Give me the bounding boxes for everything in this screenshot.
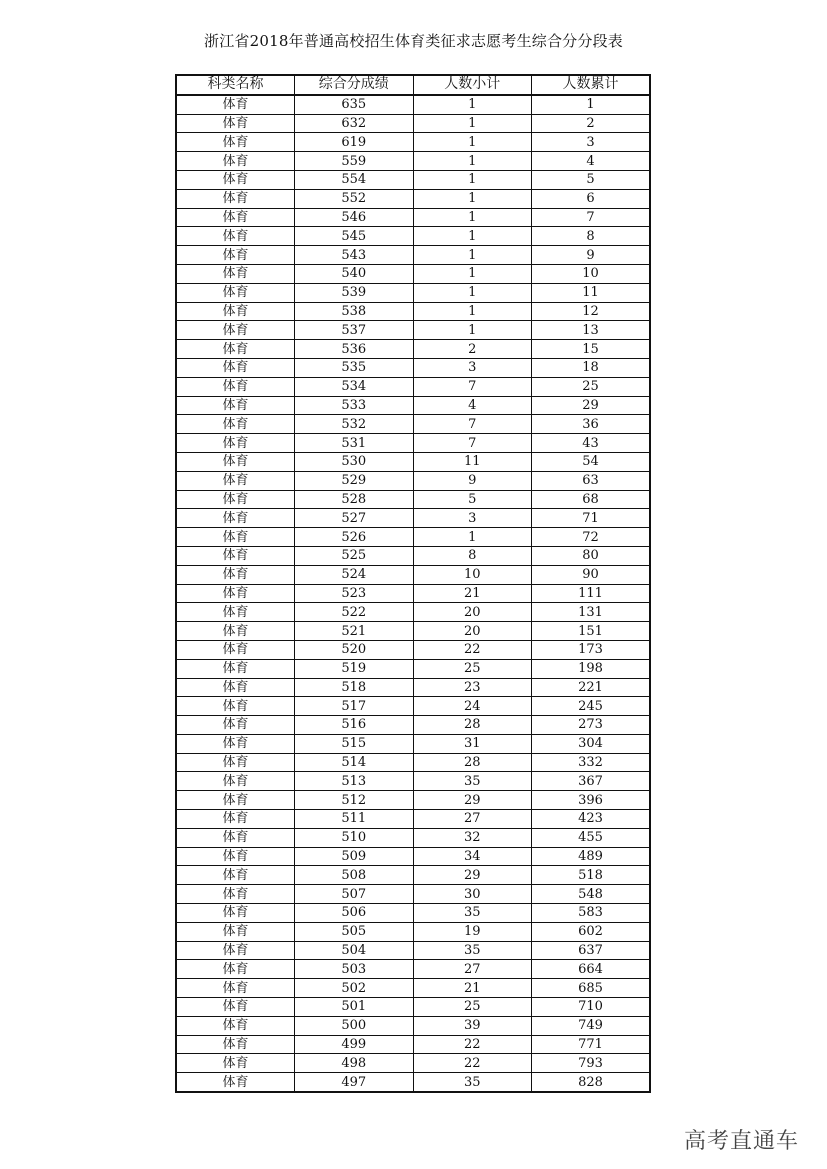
- category-cell: 体育: [176, 340, 295, 359]
- table-row: [176, 791, 650, 810]
- subtotal-cell: 1: [413, 283, 532, 302]
- category-cell: 体育: [176, 622, 295, 641]
- score-cell: 521: [295, 622, 414, 641]
- score-cell: 516: [295, 716, 414, 735]
- subtotal-cell: 1: [413, 114, 532, 133]
- subtotal-cell: 1: [413, 227, 532, 246]
- score-cell: 497: [295, 1073, 414, 1092]
- category-cell: 体育: [176, 828, 295, 847]
- score-cell: 635: [295, 95, 414, 114]
- category-cell: 体育: [176, 791, 295, 810]
- score-cell: 546: [295, 208, 414, 227]
- score-cell: 525: [295, 546, 414, 565]
- score-cell: 515: [295, 734, 414, 753]
- category-cell: 体育: [176, 283, 295, 302]
- subtotal-cell: 29: [413, 791, 532, 810]
- subtotal-cell: 30: [413, 885, 532, 904]
- score-cell: 559: [295, 152, 414, 171]
- cumulative-cell: 43: [532, 434, 651, 453]
- category-cell: 体育: [176, 1016, 295, 1035]
- cumulative-cell: 6: [532, 189, 651, 208]
- subtotal-cell: 28: [413, 753, 532, 772]
- cumulative-cell: 29: [532, 396, 651, 415]
- table-body: [176, 95, 650, 1092]
- category-cell: 体育: [176, 922, 295, 941]
- category-cell: 体育: [176, 133, 295, 152]
- score-cell: 526: [295, 528, 414, 547]
- table-row: [176, 772, 650, 791]
- category-cell: 体育: [176, 434, 295, 453]
- score-cell: 507: [295, 885, 414, 904]
- score-cell: 527: [295, 509, 414, 528]
- cumulative-cell: 12: [532, 302, 651, 321]
- cumulative-cell: 9: [532, 246, 651, 265]
- category-cell: 体育: [176, 659, 295, 678]
- table-row: [176, 734, 650, 753]
- subtotal-cell: 7: [413, 415, 532, 434]
- score-cell: 543: [295, 246, 414, 265]
- category-cell: 体育: [176, 152, 295, 171]
- cumulative-cell: 173: [532, 640, 651, 659]
- category-cell: 体育: [176, 734, 295, 753]
- subtotal-cell: 1: [413, 133, 532, 152]
- table-row: [176, 396, 650, 415]
- score-cell: 531: [295, 434, 414, 453]
- score-cell: 523: [295, 584, 414, 603]
- category-cell: 体育: [176, 584, 295, 603]
- score-cell: 510: [295, 828, 414, 847]
- score-cell: 505: [295, 922, 414, 941]
- subtotal-cell: 22: [413, 1054, 532, 1073]
- subtotal-cell: 1: [413, 189, 532, 208]
- cumulative-cell: 3: [532, 133, 651, 152]
- table-row: [176, 490, 650, 509]
- subtotal-cell: 1: [413, 264, 532, 283]
- category-cell: 体育: [176, 415, 295, 434]
- category-cell: 体育: [176, 810, 295, 829]
- table-row: [176, 321, 650, 340]
- cumulative-cell: 637: [532, 941, 651, 960]
- score-cell: 529: [295, 471, 414, 490]
- subtotal-cell: 28: [413, 716, 532, 735]
- score-cell: 545: [295, 227, 414, 246]
- cumulative-cell: 131: [532, 603, 651, 622]
- table-row: [176, 246, 650, 265]
- score-cell: 539: [295, 283, 414, 302]
- cumulative-cell: 332: [532, 753, 651, 772]
- score-cell: 519: [295, 659, 414, 678]
- score-cell: 500: [295, 1016, 414, 1035]
- table-row: [176, 546, 650, 565]
- table-row: [176, 283, 650, 302]
- category-cell: 体育: [176, 227, 295, 246]
- subtotal-cell: 4: [413, 396, 532, 415]
- score-cell: 511: [295, 810, 414, 829]
- table-header-row: [176, 75, 650, 95]
- category-cell: 体育: [176, 528, 295, 547]
- score-distribution-table: [175, 74, 651, 1093]
- table-row: [176, 584, 650, 603]
- category-cell: 体育: [176, 264, 295, 283]
- table-row: [176, 189, 650, 208]
- cumulative-cell: 2: [532, 114, 651, 133]
- cumulative-cell: 15: [532, 340, 651, 359]
- category-cell: 体育: [176, 396, 295, 415]
- subtotal-cell: 1: [413, 170, 532, 189]
- cumulative-cell: 36: [532, 415, 651, 434]
- category-cell: 体育: [176, 471, 295, 490]
- score-cell: 534: [295, 377, 414, 396]
- table-row: [176, 1054, 650, 1073]
- table-row: [176, 152, 650, 171]
- cumulative-cell: 396: [532, 791, 651, 810]
- category-cell: 体育: [176, 1073, 295, 1092]
- cumulative-cell: 793: [532, 1054, 651, 1073]
- subtotal-cell: 21: [413, 584, 532, 603]
- cumulative-cell: 771: [532, 1035, 651, 1054]
- score-cell: 536: [295, 340, 414, 359]
- score-cell: 517: [295, 697, 414, 716]
- category-cell: 体育: [176, 358, 295, 377]
- category-cell: 体育: [176, 772, 295, 791]
- score-cell: 533: [295, 396, 414, 415]
- subtotal-cell: 1: [413, 321, 532, 340]
- subtotal-cell: 39: [413, 1016, 532, 1035]
- table-row: [176, 697, 650, 716]
- cumulative-cell: 828: [532, 1073, 651, 1092]
- cumulative-cell: 10: [532, 264, 651, 283]
- score-cell: 499: [295, 1035, 414, 1054]
- cumulative-cell: 710: [532, 998, 651, 1017]
- subtotal-cell: 35: [413, 941, 532, 960]
- category-cell: 体育: [176, 1035, 295, 1054]
- score-cell: 522: [295, 603, 414, 622]
- cumulative-cell: 8: [532, 227, 651, 246]
- cumulative-cell: 583: [532, 904, 651, 923]
- subtotal-cell: 34: [413, 847, 532, 866]
- score-cell: 632: [295, 114, 414, 133]
- category-cell: 体育: [176, 546, 295, 565]
- category-cell: 体育: [176, 904, 295, 923]
- subtotal-cell: 1: [413, 302, 532, 321]
- table-row: [176, 885, 650, 904]
- table-row: [176, 998, 650, 1017]
- cumulative-cell: 245: [532, 697, 651, 716]
- category-cell: 体育: [176, 509, 295, 528]
- cumulative-cell: 151: [532, 622, 651, 641]
- category-cell: 体育: [176, 847, 295, 866]
- subtotal-cell: 5: [413, 490, 532, 509]
- table-row: [176, 622, 650, 641]
- score-cell: 554: [295, 170, 414, 189]
- subtotal-cell: 9: [413, 471, 532, 490]
- cumulative-cell: 80: [532, 546, 651, 565]
- cumulative-cell: 18: [532, 358, 651, 377]
- subtotal-cell: 22: [413, 1035, 532, 1054]
- table-row: [176, 302, 650, 321]
- header-category: 科类名称: [176, 75, 295, 95]
- table-header: [176, 75, 650, 95]
- table-row: [176, 866, 650, 885]
- table-row: [176, 509, 650, 528]
- score-cell: 540: [295, 264, 414, 283]
- score-cell: 537: [295, 321, 414, 340]
- table-row: [176, 678, 650, 697]
- score-cell: 508: [295, 866, 414, 885]
- category-cell: 体育: [176, 716, 295, 735]
- table-row: [176, 95, 650, 114]
- category-cell: 体育: [176, 885, 295, 904]
- score-cell: 518: [295, 678, 414, 697]
- header-count-cumulative: 人数累计: [532, 75, 651, 95]
- subtotal-cell: 31: [413, 734, 532, 753]
- cumulative-cell: 11: [532, 283, 651, 302]
- subtotal-cell: 32: [413, 828, 532, 847]
- header-composite-score: 综合分成绩: [295, 75, 414, 95]
- cumulative-cell: 749: [532, 1016, 651, 1035]
- category-cell: 体育: [176, 246, 295, 265]
- cumulative-cell: 489: [532, 847, 651, 866]
- subtotal-cell: 23: [413, 678, 532, 697]
- table-row: [176, 264, 650, 283]
- subtotal-cell: 8: [413, 546, 532, 565]
- cumulative-cell: 4: [532, 152, 651, 171]
- score-cell: 502: [295, 979, 414, 998]
- score-cell: 509: [295, 847, 414, 866]
- category-cell: 体育: [176, 640, 295, 659]
- table-row: [176, 847, 650, 866]
- category-cell: 体育: [176, 452, 295, 471]
- score-cell: 552: [295, 189, 414, 208]
- table-row: [176, 960, 650, 979]
- cumulative-cell: 221: [532, 678, 651, 697]
- cumulative-cell: 90: [532, 565, 651, 584]
- score-cell: 535: [295, 358, 414, 377]
- score-cell: 528: [295, 490, 414, 509]
- subtotal-cell: 19: [413, 922, 532, 941]
- subtotal-cell: 1: [413, 95, 532, 114]
- subtotal-cell: 7: [413, 434, 532, 453]
- subtotal-cell: 25: [413, 998, 532, 1017]
- score-cell: 530: [295, 452, 414, 471]
- score-cell: 520: [295, 640, 414, 659]
- table-row: [176, 434, 650, 453]
- subtotal-cell: 22: [413, 640, 532, 659]
- cumulative-cell: 548: [532, 885, 651, 904]
- category-cell: 体育: [176, 678, 295, 697]
- category-cell: 体育: [176, 208, 295, 227]
- cumulative-cell: 1: [532, 95, 651, 114]
- category-cell: 体育: [176, 321, 295, 340]
- subtotal-cell: 2: [413, 340, 532, 359]
- category-cell: 体育: [176, 866, 295, 885]
- subtotal-cell: 3: [413, 358, 532, 377]
- subtotal-cell: 21: [413, 979, 532, 998]
- table-row: [176, 377, 650, 396]
- table-row: [176, 828, 650, 847]
- category-cell: 体育: [176, 490, 295, 509]
- table-row: [176, 133, 650, 152]
- table-row: [176, 227, 650, 246]
- table-row: [176, 810, 650, 829]
- table-row: [176, 1073, 650, 1092]
- subtotal-cell: 27: [413, 810, 532, 829]
- table-row: [176, 659, 650, 678]
- table-row: [176, 1035, 650, 1054]
- category-cell: 体育: [176, 697, 295, 716]
- subtotal-cell: 10: [413, 565, 532, 584]
- score-cell: 532: [295, 415, 414, 434]
- table-row: [176, 452, 650, 471]
- cumulative-cell: 423: [532, 810, 651, 829]
- table-row: [176, 716, 650, 735]
- score-cell: 512: [295, 791, 414, 810]
- subtotal-cell: 1: [413, 208, 532, 227]
- cumulative-cell: 72: [532, 528, 651, 547]
- category-cell: 体育: [176, 603, 295, 622]
- cumulative-cell: 13: [532, 321, 651, 340]
- table-row: [176, 979, 650, 998]
- table-row: [176, 358, 650, 377]
- score-cell: 619: [295, 133, 414, 152]
- subtotal-cell: 7: [413, 377, 532, 396]
- header-count-subtotal: 人数小计: [413, 75, 532, 95]
- score-cell: 503: [295, 960, 414, 979]
- table-row: [176, 471, 650, 490]
- subtotal-cell: 27: [413, 960, 532, 979]
- category-cell: 体育: [176, 941, 295, 960]
- category-cell: 体育: [176, 114, 295, 133]
- watermark-logo-text: 高考直通车: [683, 1129, 799, 1154]
- subtotal-cell: 1: [413, 246, 532, 265]
- category-cell: 体育: [176, 979, 295, 998]
- table-row: [176, 922, 650, 941]
- cumulative-cell: 63: [532, 471, 651, 490]
- cumulative-cell: 664: [532, 960, 651, 979]
- subtotal-cell: 25: [413, 659, 532, 678]
- category-cell: 体育: [176, 189, 295, 208]
- table-row: [176, 1016, 650, 1035]
- table-row: [176, 565, 650, 584]
- cumulative-cell: 71: [532, 509, 651, 528]
- subtotal-cell: 35: [413, 904, 532, 923]
- score-cell: 524: [295, 565, 414, 584]
- category-cell: 体育: [176, 170, 295, 189]
- cumulative-cell: 367: [532, 772, 651, 791]
- cumulative-cell: 7: [532, 208, 651, 227]
- subtotal-cell: 24: [413, 697, 532, 716]
- category-cell: 体育: [176, 998, 295, 1017]
- cumulative-cell: 111: [532, 584, 651, 603]
- subtotal-cell: 35: [413, 772, 532, 791]
- subtotal-cell: 20: [413, 622, 532, 641]
- subtotal-cell: 1: [413, 152, 532, 171]
- cumulative-cell: 68: [532, 490, 651, 509]
- category-cell: 体育: [176, 960, 295, 979]
- table-row: [176, 415, 650, 434]
- table-row: [176, 114, 650, 133]
- category-cell: 体育: [176, 377, 295, 396]
- category-cell: 体育: [176, 565, 295, 584]
- score-cell: 514: [295, 753, 414, 772]
- table-row: [176, 340, 650, 359]
- subtotal-cell: 29: [413, 866, 532, 885]
- category-cell: 体育: [176, 95, 295, 114]
- cumulative-cell: 455: [532, 828, 651, 847]
- score-cell: 501: [295, 998, 414, 1017]
- cumulative-cell: 304: [532, 734, 651, 753]
- table-row: [176, 904, 650, 923]
- score-cell: 506: [295, 904, 414, 923]
- subtotal-cell: 1: [413, 528, 532, 547]
- cumulative-cell: 518: [532, 866, 651, 885]
- category-cell: 体育: [176, 302, 295, 321]
- score-cell: 513: [295, 772, 414, 791]
- page-title: 浙江省2018年普通高校招生体育类征求志愿考生综合分分段表: [204, 32, 623, 50]
- cumulative-cell: 685: [532, 979, 651, 998]
- score-cell: 538: [295, 302, 414, 321]
- cumulative-cell: 5: [532, 170, 651, 189]
- score-cell: 504: [295, 941, 414, 960]
- subtotal-cell: 20: [413, 603, 532, 622]
- table-row: [176, 603, 650, 622]
- table-row: [176, 753, 650, 772]
- subtotal-cell: 35: [413, 1073, 532, 1092]
- table-row: [176, 941, 650, 960]
- category-cell: 体育: [176, 753, 295, 772]
- cumulative-cell: 273: [532, 716, 651, 735]
- category-cell: 体育: [176, 1054, 295, 1073]
- table-row: [176, 208, 650, 227]
- table-row: [176, 170, 650, 189]
- subtotal-cell: 3: [413, 509, 532, 528]
- subtotal-cell: 11: [413, 452, 532, 471]
- table-row: [176, 640, 650, 659]
- table-row: [176, 528, 650, 547]
- score-cell: 498: [295, 1054, 414, 1073]
- cumulative-cell: 198: [532, 659, 651, 678]
- cumulative-cell: 602: [532, 922, 651, 941]
- cumulative-cell: 25: [532, 377, 651, 396]
- cumulative-cell: 54: [532, 452, 651, 471]
